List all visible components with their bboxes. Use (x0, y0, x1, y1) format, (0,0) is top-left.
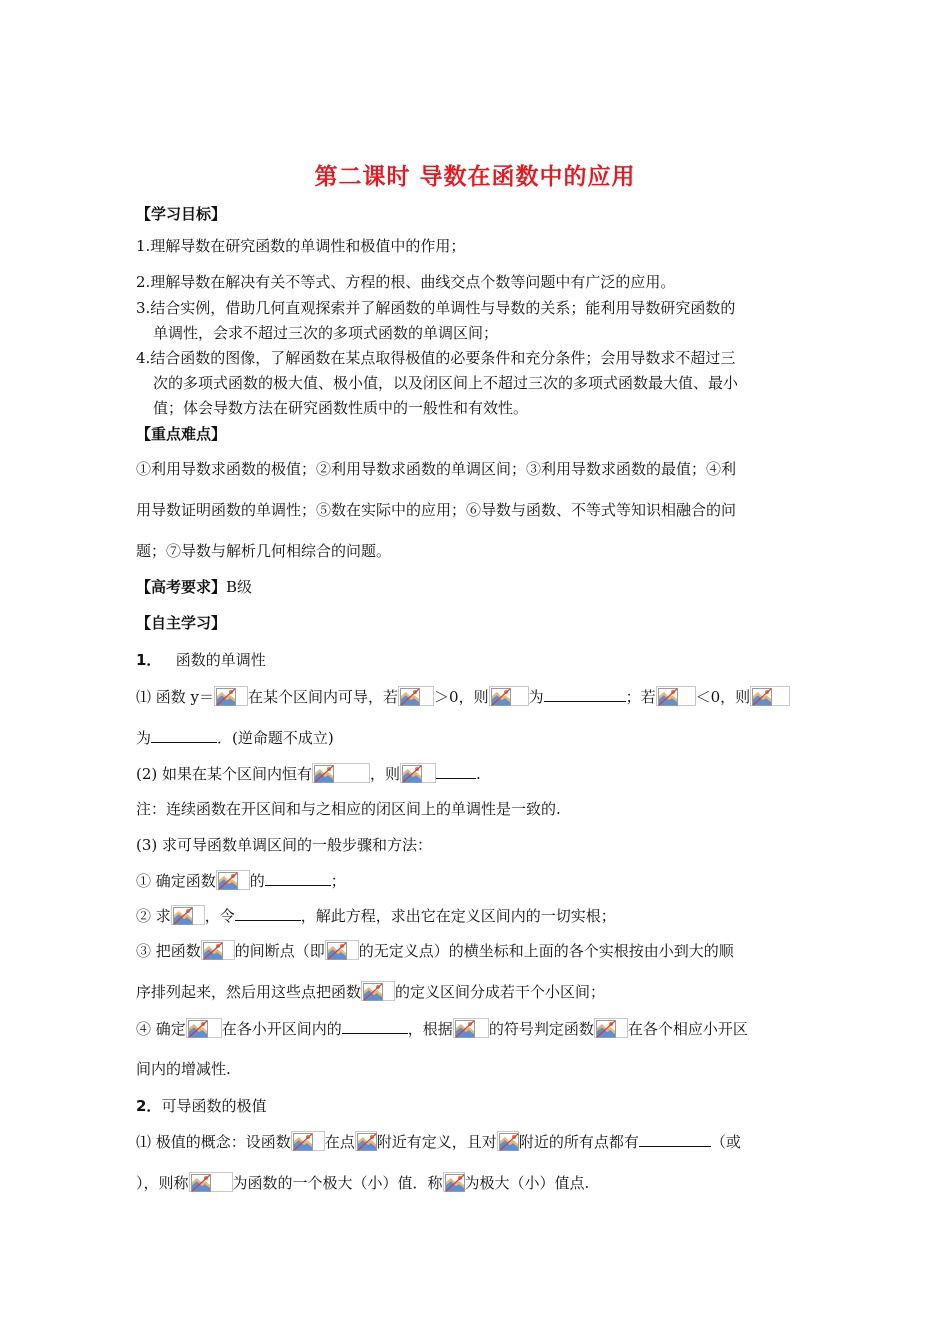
broken-image-icon (489, 686, 529, 706)
mono-step-1: ① 确定函数 的 ； (136, 872, 346, 890)
extreme-p1-line1: ⑴ 极值的概念：设函数 在点 附近有定义，且对 附近的所有点都有 （或 (136, 1133, 741, 1151)
fill-blank (436, 763, 476, 779)
fill-blank (235, 905, 301, 921)
broken-image-icon (750, 686, 790, 706)
key-point-line-1: ①利用导数求函数的极值；②利用导数求函数的单调区间；③利用导数求函数的最值；④利 (136, 460, 737, 478)
extreme-p1-line2: ），则称 为函数的一个极大（小）值．称 为极大（小）值点. (136, 1174, 590, 1192)
broken-image-icon (312, 763, 370, 783)
mono-step-2: ② 求 ，令 ，解此方程，求出它在定义区间内的一切实根； (136, 907, 616, 925)
broken-image-icon (171, 905, 205, 925)
broken-image-icon (443, 1172, 465, 1192)
key-point-line-3: 题；⑦导数与解析几何相综合的问题。 (136, 542, 392, 560)
exam-heading: 【高考要求】 (136, 578, 227, 596)
broken-image-icon (189, 1172, 233, 1192)
broken-image-icon (656, 686, 696, 706)
mono-step-4-cont: 间内的增减性. (136, 1060, 231, 1078)
objective-2: 2.理解导数在解决有关不等式、方程的根、曲线交点个数等问题中有广泛的应用。 (136, 273, 676, 291)
mono-step-3: ③ 把函数 的间断点（即 的无定义点）的横坐标和上面的各个实根按由小到大的顺 (136, 942, 734, 960)
mono-p2: (2) 如果在某个区间内恒有 ，则 . (136, 765, 481, 783)
fill-blank (151, 727, 217, 743)
objective-3: 3.结合实例，借助几何直观探索并了解函数的单调性与导数的关系；能利用导数研究函数的 (136, 299, 736, 317)
fill-blank (342, 1018, 408, 1034)
broken-image-icon (216, 870, 250, 890)
objective-4-cont2: 值；体会导数方法在研究函数性质中的一般性和有效性。 (153, 399, 529, 417)
broken-image-icon (214, 686, 248, 706)
fill-blank (639, 1131, 711, 1147)
broken-image-icon (400, 763, 436, 783)
objective-4-cont1: 次的多项式函数的极大值、极小值，以及闭区间上不超过三次的多项式函数最大值、最小 (153, 374, 739, 392)
broken-image-icon (291, 1131, 325, 1151)
self-study-heading: 【自主学习】 (136, 614, 227, 632)
objective-1: 1.理解导数在研究函数的单调性和极值中的作用； (136, 237, 466, 255)
broken-image-icon (497, 1131, 519, 1151)
mono-step-3-cont: 序排列起来，然后用这些点把函数 的定义区间分成若干个小区间； (136, 983, 606, 1001)
broken-image-icon (361, 981, 395, 1001)
objectives-heading: 【学习目标】 (136, 205, 227, 223)
extreme-heading: 2．可导函数的极值 (136, 1097, 267, 1115)
mono-p3: (3) 求可导函数单调区间的一般步骤和方法： (136, 836, 433, 854)
exam-level: B级 (226, 578, 253, 596)
mono-note: 注：连续函数在开区间和与之相应的闭区间上的单调性是一致的. (136, 800, 561, 818)
broken-image-icon (355, 1131, 377, 1151)
exam-requirement (136, 577, 252, 597)
broken-image-icon (186, 1018, 222, 1038)
objective-3-cont: 单调性，会求不超过三次的多项式函数的单调区间； (153, 324, 499, 342)
broken-image-icon (325, 940, 359, 960)
monotonicity-heading: 1． 函数的单调性 (136, 651, 266, 669)
fill-blank (265, 870, 331, 886)
mono-step-4: ④ 确定 在各小开区间内的 ，根据 的符号判定函数 在各个相应小开区 (136, 1020, 748, 1038)
fill-blank (544, 686, 626, 702)
key-point-line-2: 用导数证明函数的单调性；⑤数在实际中的应用；⑥导数与函数、不等式等知识相融合的问 (136, 501, 737, 519)
broken-image-icon (398, 686, 434, 706)
broken-image-icon (201, 940, 235, 960)
broken-image-icon (594, 1018, 628, 1038)
mono-p1-line1: ⑴ 函数 y＝ 在某个区间内可导，若 ＞0，则 为 ；若 ＜0，则 (136, 686, 790, 707)
objective-4: 4.结合函数的图像，了解函数在某点取得极值的必要条件和充分条件；会用导数求不超过三 (136, 349, 736, 367)
broken-image-icon (453, 1018, 489, 1038)
page-title: 第二课时 导数在函数中的应用 (314, 164, 636, 190)
key-heading: 【重点难点】 (136, 425, 227, 443)
mono-p1-line2: 为 ．(逆命题不成立) (136, 729, 334, 747)
